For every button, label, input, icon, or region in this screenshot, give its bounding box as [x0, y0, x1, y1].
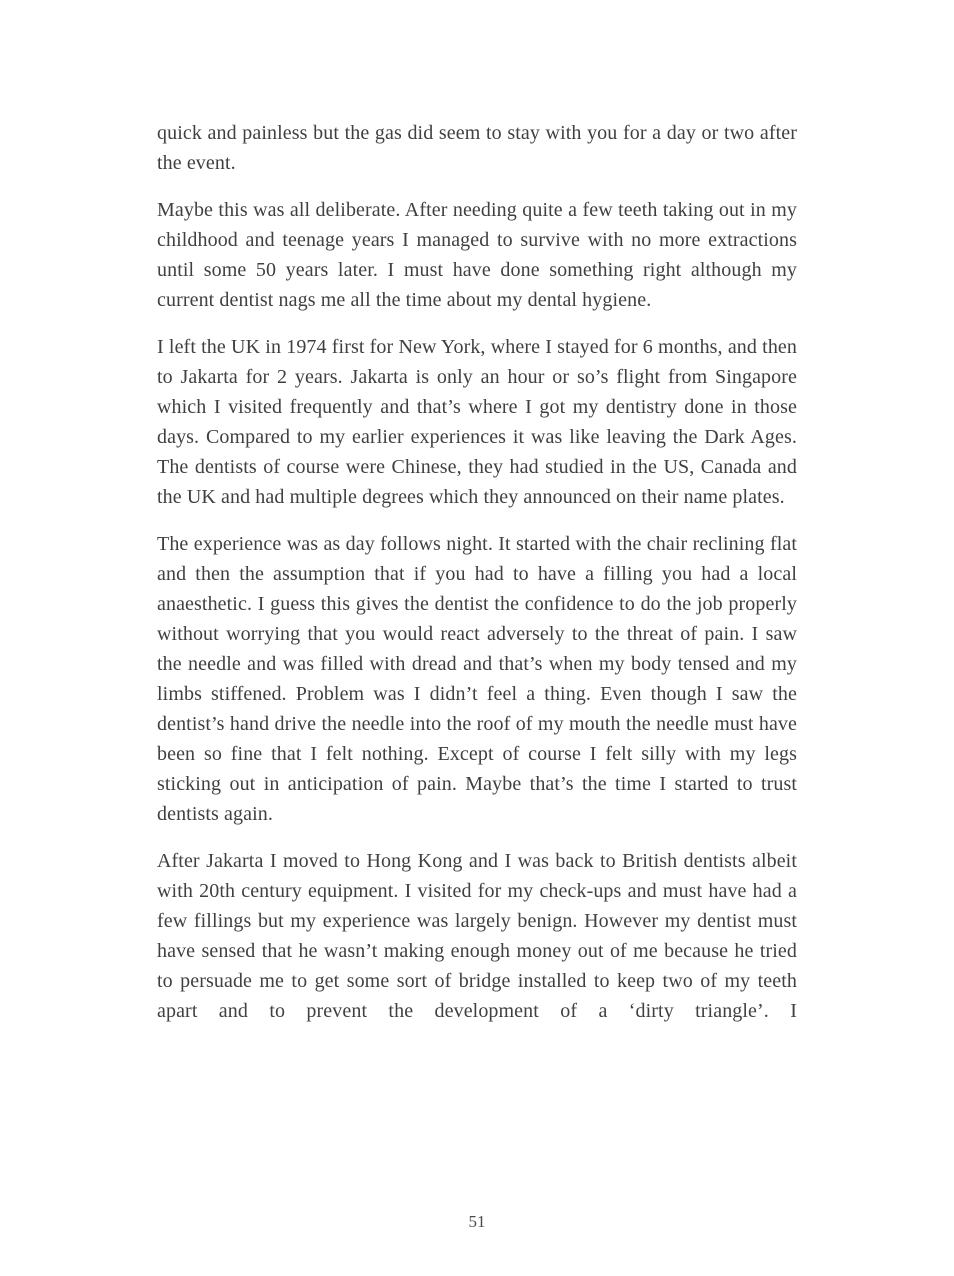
- body-text: [157, 118, 797, 1043]
- paragraph-2: Maybe this was all deliberate. After needing quite a few teeth taking out in my childhood and teenage years I managed to survive with no more extractions until some 50 years later. I must have done something right although my current dentist nags me all the time about my dental hygiene.: [157, 199, 797, 311]
- paragraph-1: quick and painless but the gas did seem to stay with you for a day or two after the event.: [157, 122, 797, 174]
- page-number: 51: [468, 1212, 486, 1231]
- paragraph-3: I left the UK in 1974 first for New York, where I stayed for 6 months, and then to Jakarta for 2 years. Jakarta is only an hour or so’s flight from Singapore which I visited frequently and that’s where I got my dentistry done in those days. Compared to my earlier experiences it was like leaving the Dark Ages. The dentists of course were Chinese, they had studied in the US, Canada and the UK and had multiple degrees which they announced on their name plates.: [157, 336, 797, 508]
- paragraph-5: After Jakarta I moved to Hong Kong and I was back to British dentists albeit with 20th century equipment. I visited for my check-ups and must have had a few fillings but my experience was largely benign. However my dentist must have sensed that he wasn’t making enough money out of me because he tried to persuade me to get some sort of bridge installed to keep two of my teeth apart and to prevent the development of a ‘dirty triangle’. I: [157, 850, 797, 1022]
- paragraph-4: The experience was as day follows night. It started with the chair reclining flat and then the assumption that if you had to have a filling you had a local anaesthetic. I guess this gives the dentist the confidence to do the job properly without worrying that you would react adversely to the threat of pain. I saw the needle and was filled with dread and that’s when my body tensed and my limbs stiffened. Problem was I didn’t feel a thing. Even though I saw the dentist’s hand drive the needle into the roof of my mouth the needle must have been so fine that I felt nothing. Except of course I felt silly with my legs sticking out in anticipation of pain. Maybe that’s the time I started to trust dentists again.: [157, 533, 797, 825]
